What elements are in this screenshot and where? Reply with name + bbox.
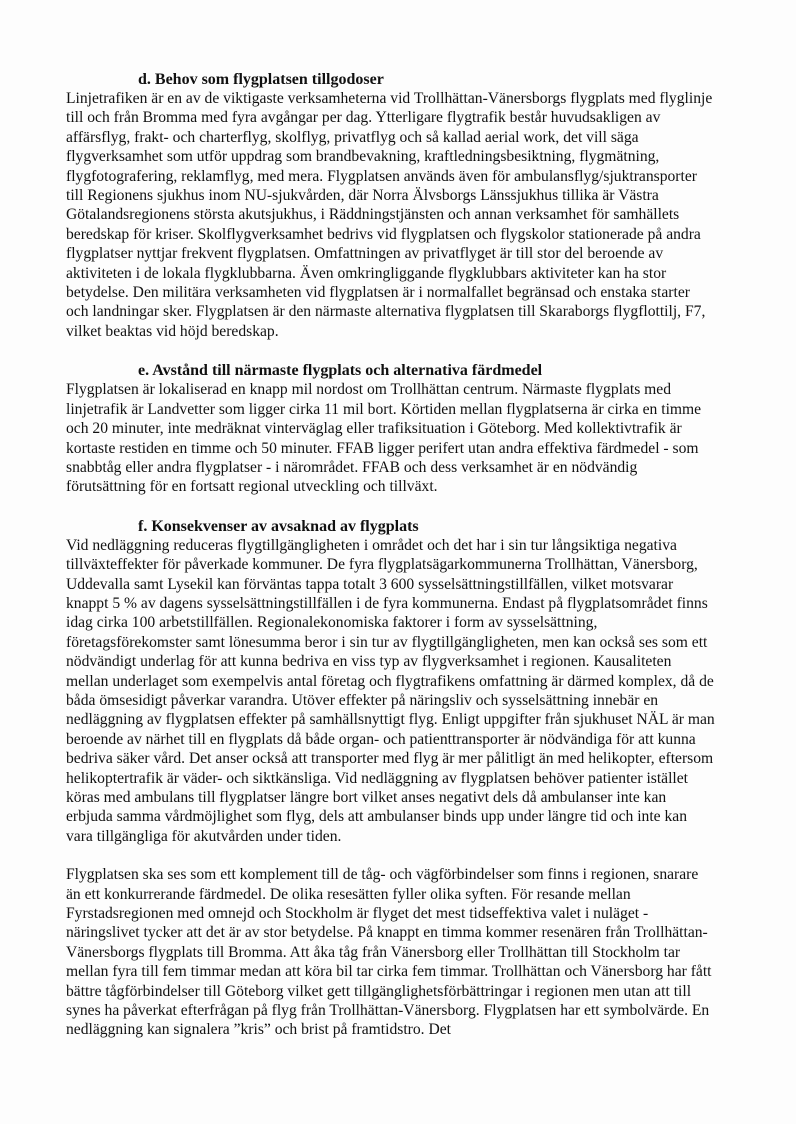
document-body <box>66 70 716 1040</box>
section-e <box>66 361 716 496</box>
section-d-heading: d. Behov som flygplatsen tillgodoser <box>138 71 384 88</box>
section-d <box>66 70 716 341</box>
section-d-paragraph: Linjetrafiken är en av de viktigaste verksamheterna vid Trollhättan-Vänersborgs flygplats med flyglinje till och från Bromma med fyra avgångar per dag. Ytterligare flygtrafik består huvudsakligen av affärsflyg, frakt- och charterflyg, skolflyg, privatflyg och så kallad aerial work, det vill säga flygverksamhet som utför uppdrag som brandbevakning, kraftledningsbesiktning, flygmätning, flygfotografering, reklamflyg, med mera. Flygplatsen används även för ambulansflyg/sjuktransporter till Regionens sjukhus inom NU-sjukvården, där Norra Älvsborgs Länssjukhus tillika är Västra Götalandsregionens största akutsjukhus, i Räddningstjänsten och annan verksamhet för samhällets beredskap för kriser. Skolflygverksamhet bedrivs vid flygplatsen och flygskolor stationerade på andra flygplatser nyttjar frekvent flygplatsen. Omfattningen av privatflyget är till stor del beroende av aktiviteten i de lokala flygklubbarna. Även omkringliggande flygklubbars aktiviteter kan ha stor betydelse. Den militära verksamheten vid flygplatsen är i normalfallet begränsad och enstaka starter och landningar sker. Flygplatsen är den närmaste alternativa flygplatsen till Skaraborgs flygflottilj, F7, vilket beaktas vid höjd beredskap. <box>66 90 713 340</box>
section-f <box>66 517 716 847</box>
section-f-heading: f. Konsekvenser av avsaknad av flygplats <box>138 517 419 535</box>
section-f-paragraph: Vid nedläggning reduceras flygtillgängligheten i området och det har i sin tur långsiktiga negativa tillväxteffekter för påverkade kommuner. De fyra flygplatsägarkommunerna Trollhättan, Vänersborg, Uddevalla samt Lysekil kan förväntas tappa totalt 3 600 sysselsättningstillfällen, vilket motsvarar knappt 5 % av dagens sysselsättningstillfällen i de fyra kommunerna. Endast på flygplatsområdet finns idag cirka 100 arbetstillfällen. Regionalekonomiska faktorer i form av sysselsättning, företagsförekomster samt lönesumma beror i sin tur av flygtillgängligheten, men kan också ses som ett nödvändigt underlag för att kunna bedriva en viss typ av flygverksamhet i regionen. Kausaliteten mellan underlaget som exempelvis antal företag och flygtrafikens omfattning är därmed komplex, då de båda ömsesidigt påverkar varandra. Utöver effekter på näringsliv och sysselsättning innebär en nedläggning av flygplatsen effekter på samhällsnyttigt flyg. Enligt uppgifter från sjukhuset NÄL är man beroende av närhet till en flygplats då både organ- och patienttransporter är nödvändiga för att kunna bedriva säker vård. Det anser också att transporter med flyg är mer pålitligt än med helikopter, eftersom helikoptertrafik är väder- och siktkänsliga. Vid nedläggning av flygplatsen behöver patienter istället köras med ambulans till flygplatser längre bort vilket anses negativt dels då ambulanser inte kan erbjuda samma vårdmöjlighet som flyg, dels att ambulanser binds upp under längre tid och inte kan vara tillgängliga för akutvården under tiden. <box>66 536 715 845</box>
closing-paragraph: Flygplatsen ska ses som ett komplement till de tåg- och vägförbindelser som finns i regionen, snarare än ett konkurrerande färdmedel. De olika resesätten fyller olika syften. För resande mellan Fyrstadsregionen med omnejd och Stockholm är flyget det mest tidseffektiva valet i nuläget - näringslivet tycker att det är av stor betydelse. På knappt en timma kommer resenären från Trollhättan- Vänersborgs flygplats till Bromma. Att åka tåg från Vänersborg eller Trollhättan till Stockholm tar mellan fyra till fem timmar medan att köra bil tar cirka fem timmar. Trollhättan och Vänersborg har fått bättre tågförbindelser till Göteborg vilket gett tillgänglighetsförbättringar i regionen men utan att till synes ha påverkat efterfrågan på flyg från Trollhättan-Vänersborg. Flygplatsen har ett symbolvärde. En nedläggning kan signalera ”kris” och brist på framtidstro. Det <box>66 866 712 1039</box>
section-e-heading: e. Avstånd till närmaste flygplats och alternativa färdmedel <box>138 362 543 380</box>
section-e-paragraph: Flygplatsen är lokaliserad en knapp mil nordost om Trollhättan centrum. Närmaste flygplats med linjetrafik är Landvetter som ligger cirka 11 mil bort. Körtiden mellan flygplatserna är cirka en timme och 20 minuter, inte medräknat vinterväglag eller trafiksituation i Göteborg. Med kollektivtrafik är kortaste restiden en timme och 50 minuter. FFAB ligger perifert utan andra effektiva färdmedel - som snabbtåg eller andra flygplatser - i närområdet. FFAB och dess verksamhet är en nödvändig förutsättning för en fortsatt regional utveckling och tillväxt. <box>66 381 702 496</box>
